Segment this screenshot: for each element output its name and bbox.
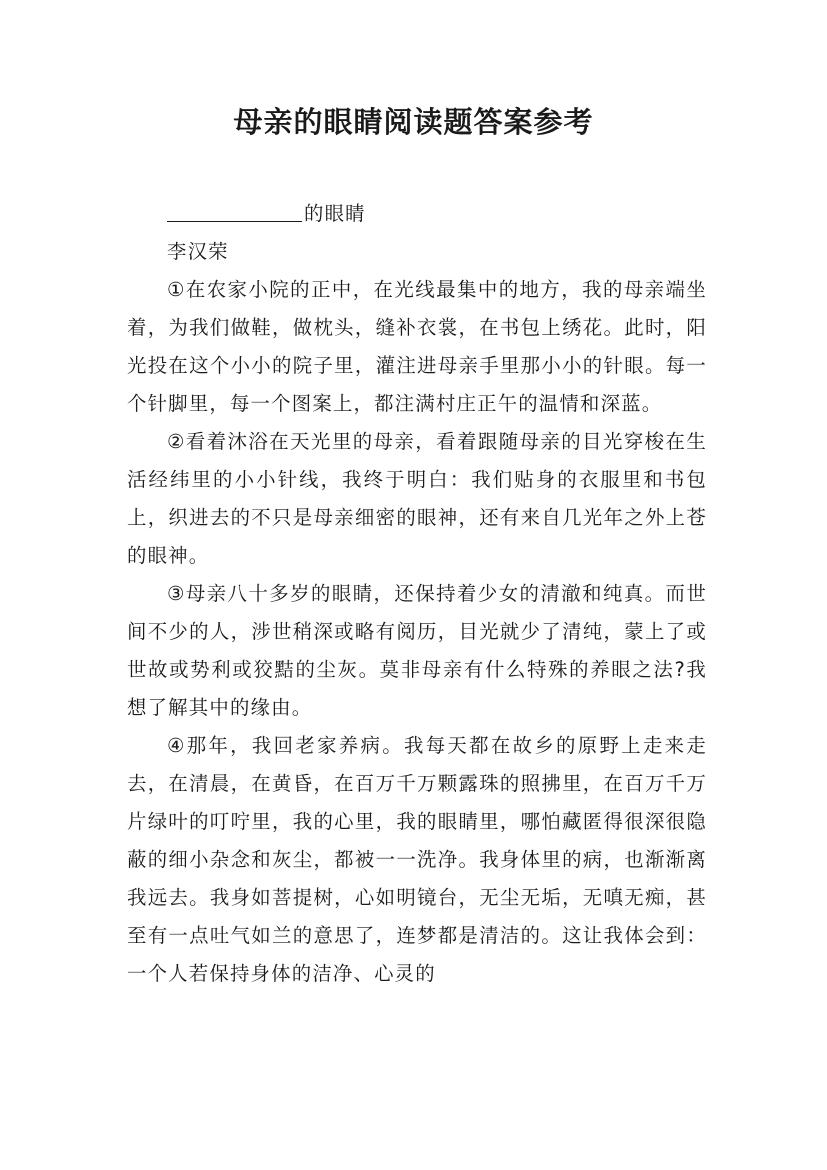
document-body	[127, 195, 707, 993]
fill-in-blank	[167, 199, 302, 222]
paragraph-3: ③母亲八十多岁的眼睛，还保持着少女的清澈和纯真。而世间不少的人，涉世稍深或略有阅历，目光就少了清纯，蒙上了或世故或势利或狡黠的尘灰。莫非母亲有什么特殊的养眼之法?我想了解其中的缘由。	[127, 582, 707, 719]
author-line: 李汉荣	[167, 240, 229, 263]
essay-title-line	[127, 195, 707, 233]
paragraph-2: ②看着沐浴在天光里的母亲，看着跟随母亲的目光穿梭在生活经纬里的小小针线，我终于明白：我们贴身的衣服里和书包上，织进去的不只是母亲细密的眼神，还有来自几光年之外上苍的眼神。	[127, 430, 707, 567]
essay-title-suffix: 的眼睛	[304, 202, 366, 225]
document-title: 母亲的眼睛阅读题答案参考	[233, 105, 594, 139]
paragraph-4: ④那年，我回老家养病。我每天都在故乡的原野上走来走去，在清晨，在黄昏，在百万千万颗露珠的照拂里，在百万千万片绿叶的叮咛里，我的心里，我的眼睛里，哪怕藏匿得很深很隐蔽的细小杂念和灰尘，都被一一洗净。我身体里的病，也渐渐离我远去。我身如菩提树，心如明镜台，无尘无垢，无嗔无痴，甚至有一点吐气如兰的意思了，连梦都是清洁的。这让我体会到：一个人若保持身体的洁净、心灵的	[127, 734, 707, 985]
paragraph-1: ①在农家小院的正中，在光线最集中的地方，我的母亲端坐着，为我们做鞋，做枕头，缝补衣裳，在书包上绣花。此时，阳光投在这个小小的院子里，灌注进母亲手里那小小的针眼。每一个针脚里，每一个图案上，都注满村庄正午的温情和深蓝。	[127, 278, 707, 415]
